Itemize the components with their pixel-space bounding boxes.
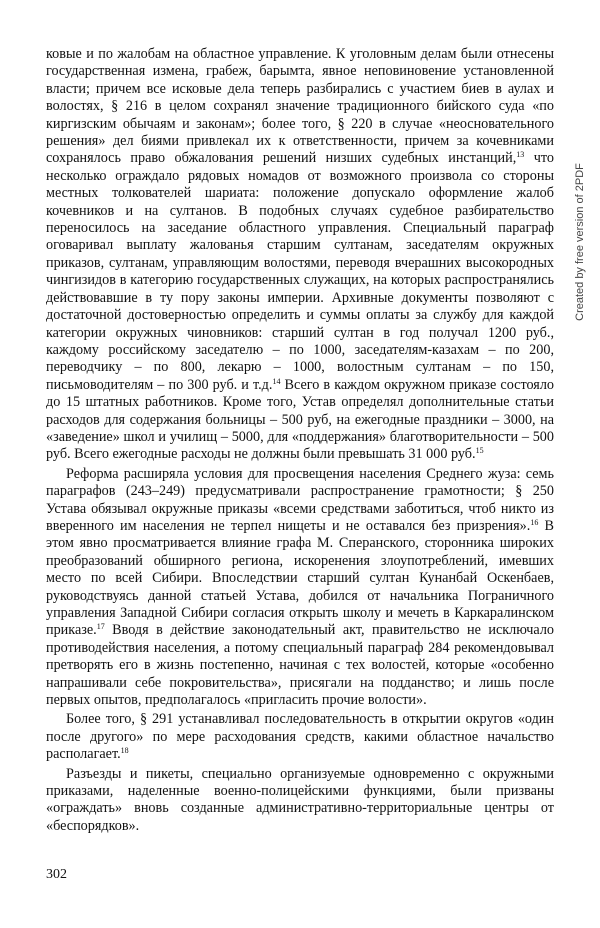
paragraph-text: Реформа расширяла условия для просвещения населения Среднего жуза: семь параграфов (243–249) предусматривали распространение грамотности; § 250 Устава обязывал окружные приказы «всеми средствами заботиться, чтоб никто из вверенного им населения не терпел нищеты и не оставался без призрения».: [46, 465, 554, 534]
paragraph-text: В этом явно просматривается влияние графа М. Сперанского, сторонника широких преобразований обширного региона, искоренения злоупотреблений, имевших место по всей Сибири. Впоследствии старший султан Кунанбай Оскенбаев, руководствуясь данной статьей Устава, добился от начальника Пограничного управления Западной Сибири согласия открыть школу и мечеть в Каркаралинском приказе.: [46, 517, 554, 639]
footnote-ref: 15: [475, 446, 484, 456]
page-number: 302: [46, 867, 67, 882]
footnote-ref: 17: [96, 622, 105, 632]
paragraph-text: Разъезды и пикеты, специально организуемые одновременно с окружными приказами, наделенные военно-полицейскими функциями, были призваны «ограждать» вновь созданные административно-территориальные центры от «беспорядков».: [46, 765, 554, 834]
paragraph-text: Более того, § 291 устанавливал последовательность в открытии округов «один после другого» по мере расходования средств, какими областное начальство располагает.: [46, 711, 554, 763]
page-body: [46, 46, 554, 835]
paragraph-text: Вводя в действие законодательный акт, правительство не исключало противодействия населения, а потому специальный параграф 284 рекомендовывал претворять его в жизнь постепенно, начиная с тех волостей, которые «особенно напрашивали себе покровительства», присягали на подданство; и лишь после первых опытов, предполагалось «пригласить прочие волости».: [46, 622, 554, 709]
footnote-ref: 13: [516, 150, 525, 160]
paragraph-text: что несколько ограждало рядовых номадов от возможного произвола со стороны местных толкователей шариата: положение допускало оформление жалоб кочевников и на султанов. В подобных случаях судебное разбирательство переносилось на заседание областного управления. Специальный параграф оговаривал выплату жалованья старшим султанам, заседателям окружных приказов, султанам, управляющим волостями, переводя вчерашних высокородных чингизидов в категорию государственных служащих, на которых распространялись действовавшие в ту пору законы империи. Архивные документы позволяют с достаточной достоверностью определить и суммы оплаты за службу для каждой категории окружных чиновников: старший султан в год получал 1200 руб., каждому российскому заседателю – по 1000, заседателям-казахам – по 200, переводчику – по 800, лекарю – 1000, волостным султанам – по 150, письмоводителям – по 300 руб. и т.д.: [46, 150, 554, 393]
paragraph-1: [46, 46, 554, 464]
paragraph-2: [46, 466, 554, 710]
footnote-ref: 16: [530, 517, 539, 527]
paragraph-3: [46, 711, 554, 763]
paragraph-text: Всего в каждом окружном приказе состояло до 15 штатных работников. Кроме того, Устав определял дополнительные статьи расходов для содержания больницы – 500 руб, на ежегодные праздники – 3000, на «заведение» школ и училищ – 5000, для «поддержания» благотворительности – 500 руб. Всего ежегодные расходы не должны были превышать 31 000 руб.: [46, 376, 554, 463]
footnote-ref: 14: [272, 376, 281, 386]
paragraph-text: ковые и по жалобам на областное управление. К уголовным делам были отнесены государственная измена, грабеж, барымта, явное неповиновение установленной власти; причем все исковые дела теперь разбирались с участием биев в аулах и волостях, § 216 в целом сохранял значение традиционного бийского суда «по киргизским обычаям и законам»; более того, § 220 в случае «неосновательного решения» дел биями привлекал их к ответственности, причем за кочевниками сохранялось право обжалования решений низших судебных инстанций,: [46, 46, 554, 167]
footnote-ref: 18: [120, 746, 129, 756]
paragraph-4: [46, 766, 554, 836]
watermark-text: Created by free version of 2PDF: [574, 163, 586, 321]
